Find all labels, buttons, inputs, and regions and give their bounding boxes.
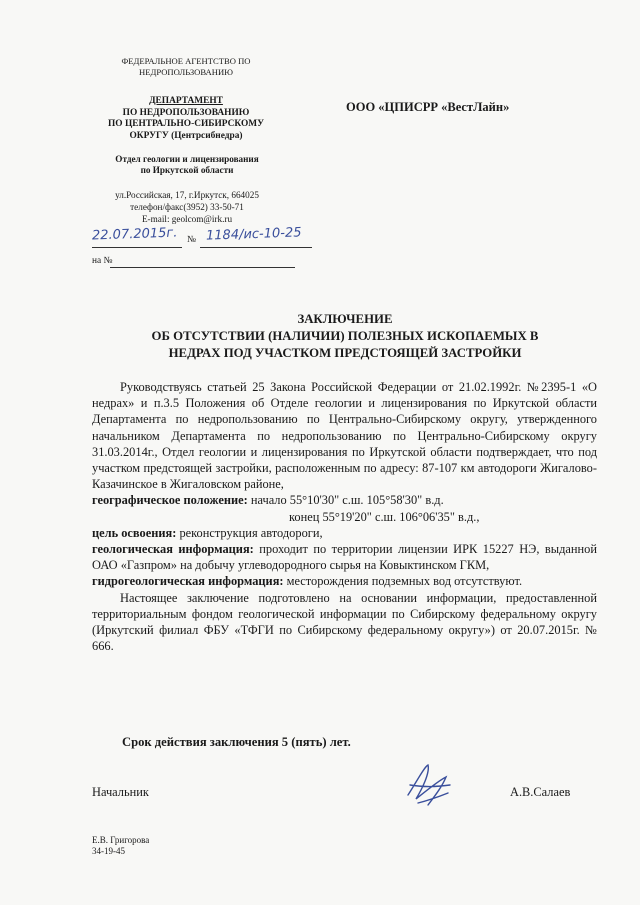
- department-line: ПО НЕДРОПОЛЬЗОВАНИЮ: [122, 107, 250, 118]
- signatory-title: Начальник: [92, 785, 149, 799]
- registration-number: 1184/ис-10-25: [205, 225, 302, 244]
- handwritten-signature: [398, 755, 458, 815]
- addressee: ООО «ЦПИСРР «ВестЛайн»: [346, 100, 510, 114]
- department-line: ДЕПАРТАМЕНТ: [149, 96, 223, 106]
- hydro-paragraph: [92, 573, 597, 589]
- geo-start: начало 55°10'30" с.ш. 105°58'30" в.д.: [247, 493, 444, 508]
- reference-underline: [110, 267, 295, 268]
- document-title: [60, 311, 630, 362]
- date-underline: [92, 247, 182, 248]
- executor-block: [92, 835, 149, 857]
- geoinfo-label: геологическая информация:: [92, 542, 254, 557]
- division-line: Отдел геологии и лицензирования: [115, 154, 259, 164]
- division-line: по Иркутской области: [140, 165, 234, 176]
- number-sign: №: [187, 235, 196, 245]
- registration-date: 22.07.2015г.: [91, 225, 178, 244]
- signatory-name: А.В.Салаев: [510, 785, 571, 799]
- hydro-label: гидрогеологическая информация:: [92, 574, 284, 589]
- executor-phone: 34-19-45: [92, 846, 125, 856]
- department-line: ПО ЦЕНТРАЛЬНО-СИБИРСКОМУ: [108, 119, 264, 130]
- agency-line: ФЕДЕРАЛЬНОЕ АГЕНТСТВО ПО: [121, 56, 251, 66]
- title-line: НЕДРАХ ПОД УЧАСТКОМ ПРЕДСТОЯЩЕЙ ЗАСТРОЙКИ: [168, 346, 522, 360]
- reference-label: на №: [92, 256, 113, 266]
- title-line: ЗАКЛЮЧЕНИЕ: [297, 312, 393, 326]
- geo-label: географическое положение:: [92, 493, 248, 508]
- number-underline: [200, 247, 312, 248]
- division-block: [100, 154, 274, 177]
- validity-statement: Срок действия заключения 5 (пять) лет.: [122, 735, 351, 749]
- geoinfo-paragraph: [92, 541, 597, 573]
- agency-line: НЕДРОПОЛЬЗОВАНИЮ: [139, 66, 233, 77]
- geo-start-line: [92, 492, 597, 508]
- department-line: ОКРУГУ (Центрсибнедра): [129, 130, 243, 141]
- registration-line: [91, 225, 312, 249]
- goal-text: реконструкция автодороги,: [176, 525, 323, 540]
- executor-name: Е.В. Григорова: [92, 835, 150, 845]
- geo-end-line: конец 55°19'20" с.ш. 106°06'35" в.д.,: [289, 509, 480, 524]
- hydro-text: месторождения подземных вод отсутствуют.: [283, 574, 523, 589]
- department-block: [92, 96, 280, 142]
- title-line: ОБ ОТСУТСТВИИ (НАЛИЧИИ) ПОЛЕЗНЫХ ИСКОПАЕМЫХ В: [151, 329, 539, 343]
- email-line: E-mail: geolcom@irk.ru: [141, 213, 233, 224]
- address-line: ул.Российская, 17, г.Иркутск, 664025: [115, 190, 259, 200]
- agency-block: [98, 56, 274, 77]
- final-paragraph: Настоящее заключение подготовлено на основании информации, предоставленной территориальным фондом геологической информации по Сибирскому федеральному округу (Иркутский филиал ФБУ «ТФГИ по Сибирскому федеральному округу») от 20.07.2015г. № 666.: [92, 590, 597, 654]
- reference-line: [92, 256, 302, 270]
- address-block: [100, 190, 274, 225]
- document-body: [92, 379, 597, 654]
- geoinfo-text: проходит по территории лицензии ИРК 15227 НЭ, выданной ОАО «Газпром» на добычу углеводородного сырья на Ковыктинском ГКМ,: [92, 542, 597, 573]
- goal-line: [92, 525, 597, 541]
- phone-line: телефон/факс(3952) 33-50-71: [130, 201, 244, 212]
- intro-paragraph: Руководствуясь статьей 25 Закона Российской Федерации от 21.02.1992г. №2395-1 «О недрах» и п.3.5 Положения об Отделе геологии и лицензирования по Иркутской области Департамента по недропользованию по Центрально-Сибирскому округу, утвержденного начальником Департамента по недропользованию по Центрально-Сибирскому округу 31.03.2014г., Отдел геологии и лицензирования по Иркутской области подтверждает, что под участком предстоящей застройки, расположенным по адресу: 87-107 км автодороги Жигалово-Казачинское в Жигаловском районе,: [92, 380, 597, 492]
- goal-label: цель освоения:: [92, 525, 177, 540]
